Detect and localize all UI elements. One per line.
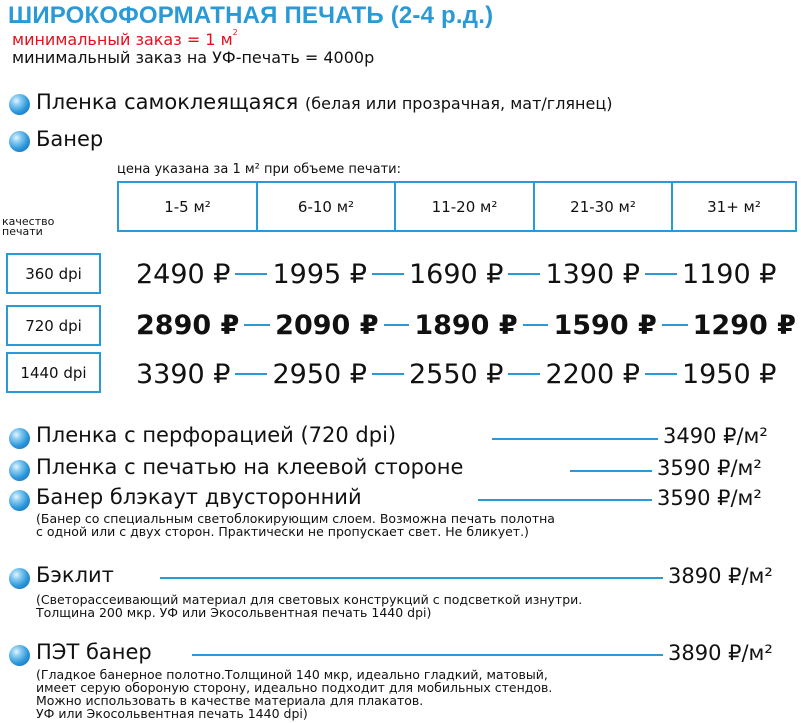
extra-material-note — [36, 512, 555, 538]
extra-material-note — [36, 593, 582, 619]
dash-divider — [235, 373, 267, 375]
note-line: с одной или с двух сторон. Практически не пропускает свет. Не бликует.) — [36, 524, 529, 539]
price-row-1440 — [136, 355, 796, 393]
leader-line — [570, 470, 652, 472]
bullet-icon — [9, 568, 30, 589]
extra-material-price: 3590 ₽/м² — [657, 456, 762, 480]
volume-cell: 11-20 м² — [396, 183, 535, 230]
dash-divider — [384, 324, 410, 326]
price-cell: 2550 ₽ — [408, 358, 504, 390]
dash-divider — [244, 324, 270, 326]
price-cell: 1995 ₽ — [272, 258, 367, 290]
bullet-icon — [9, 490, 30, 511]
min-order-uv-text: минимальный заказ на УФ-печать = 4000р — [12, 48, 375, 67]
dash-divider — [372, 373, 404, 375]
min-order-label: минимальный заказ = 1 м — [12, 30, 233, 49]
table-caption: цена указана за 1 м² при объеме печати: — [117, 162, 401, 177]
page-title: ШИРОКОФОРМАТНАЯ ПЕЧАТЬ (2-4 р.д.) — [8, 2, 494, 29]
note-line: Можно использовать в качестве материала для плакатов. — [36, 693, 424, 708]
extra-material-price: 3590 ₽/м² — [657, 486, 762, 510]
price-cell: 3390 ₽ — [136, 358, 231, 390]
extra-material-name: Бэклит — [36, 563, 114, 587]
price-cell: 1290 ₽ — [692, 309, 796, 341]
dash-divider — [645, 273, 677, 275]
dash-divider — [523, 324, 549, 326]
dash-divider — [508, 373, 540, 375]
price-cell: 2200 ₽ — [545, 358, 640, 390]
price-cell: 1190 ₽ — [681, 258, 777, 290]
material-detail: (белая или прозрачная, мат/глянец) — [305, 94, 613, 113]
price-cell: 1590 ₽ — [553, 309, 657, 341]
price-cell: 2090 ₽ — [275, 309, 379, 341]
bullet-icon — [9, 460, 30, 481]
extra-material-price: 3890 ₽/м² — [668, 641, 773, 665]
price-cell: 1890 ₽ — [414, 309, 518, 341]
price-cell: 1950 ₽ — [681, 358, 777, 390]
note-line: (Светорассеивающий материал для световых конструкций с подсветкой изнутри. — [36, 592, 583, 607]
note-line: (Банер со специальным светоблокирующим слоем. Возможна печать полотна — [36, 511, 555, 526]
price-cell: 2490 ₽ — [136, 258, 231, 290]
price-row-360 — [136, 255, 796, 293]
min-order-superscript: 2 — [232, 28, 238, 37]
min-order-text — [12, 30, 238, 49]
note-line: (Гладкое банерное полотно.Толщиной 140 мкр, идеально гладкий, матовый, — [36, 667, 548, 682]
dash-divider — [662, 324, 688, 326]
dpi-label: 720 dpi — [6, 305, 101, 346]
dash-divider — [372, 273, 404, 275]
volume-cell: 6-10 м² — [258, 183, 396, 230]
extra-material-price: 3890 ₽/м² — [668, 564, 773, 588]
leader-line — [192, 654, 663, 656]
bullet-icon — [9, 645, 30, 666]
extra-material-name: Пленка с перфорацией (720 dpi) — [36, 423, 397, 447]
note-line: Толщина 200 мкр. УФ или Экосольвентная печать 1440 dpi) — [36, 605, 432, 620]
bullet-icon — [9, 94, 30, 115]
material-name: Банер — [36, 127, 104, 151]
dash-divider — [645, 373, 677, 375]
bullet-icon — [9, 428, 30, 449]
leader-line — [492, 438, 658, 440]
leader-line — [478, 499, 652, 501]
quality-label: качество печати — [2, 215, 55, 238]
dpi-label: 1440 dpi — [6, 352, 101, 393]
material-banner — [36, 127, 103, 151]
extra-material-name: Пленка с печатью на клеевой стороне — [36, 455, 464, 479]
note-line: имеет серую обороную сторону, идеально подходит для мобильных стендов. — [36, 680, 553, 695]
material-self-adhesive — [36, 90, 613, 114]
note-line: УФ или Экосольвентная печать 1440 dpi) — [36, 706, 308, 721]
price-cell: 1690 ₽ — [408, 258, 504, 290]
extra-material-name: Банер блэкаут двусторонний — [36, 485, 362, 509]
extra-material-price: 3490 ₽/м² — [663, 424, 768, 448]
volume-header — [117, 181, 797, 232]
dash-divider — [508, 273, 540, 275]
volume-cell: 31+ м² — [707, 197, 761, 216]
material-name: Пленка самоклеящаяся — [36, 90, 299, 114]
volume-cell: 21-30 м² — [535, 183, 673, 230]
extra-material-note — [36, 668, 552, 720]
price-row-720 — [136, 306, 796, 344]
extra-material-name: ПЭТ банер — [36, 640, 152, 664]
dpi-label: 360 dpi — [6, 253, 101, 294]
leader-line — [160, 577, 663, 579]
price-cell: 1390 ₽ — [545, 258, 640, 290]
price-cell: 2950 ₽ — [272, 358, 367, 390]
bullet-icon — [9, 131, 30, 152]
volume-cell: 1-5 м² — [119, 183, 258, 230]
dash-divider — [235, 273, 267, 275]
price-cell: 2890 ₽ — [136, 309, 240, 341]
